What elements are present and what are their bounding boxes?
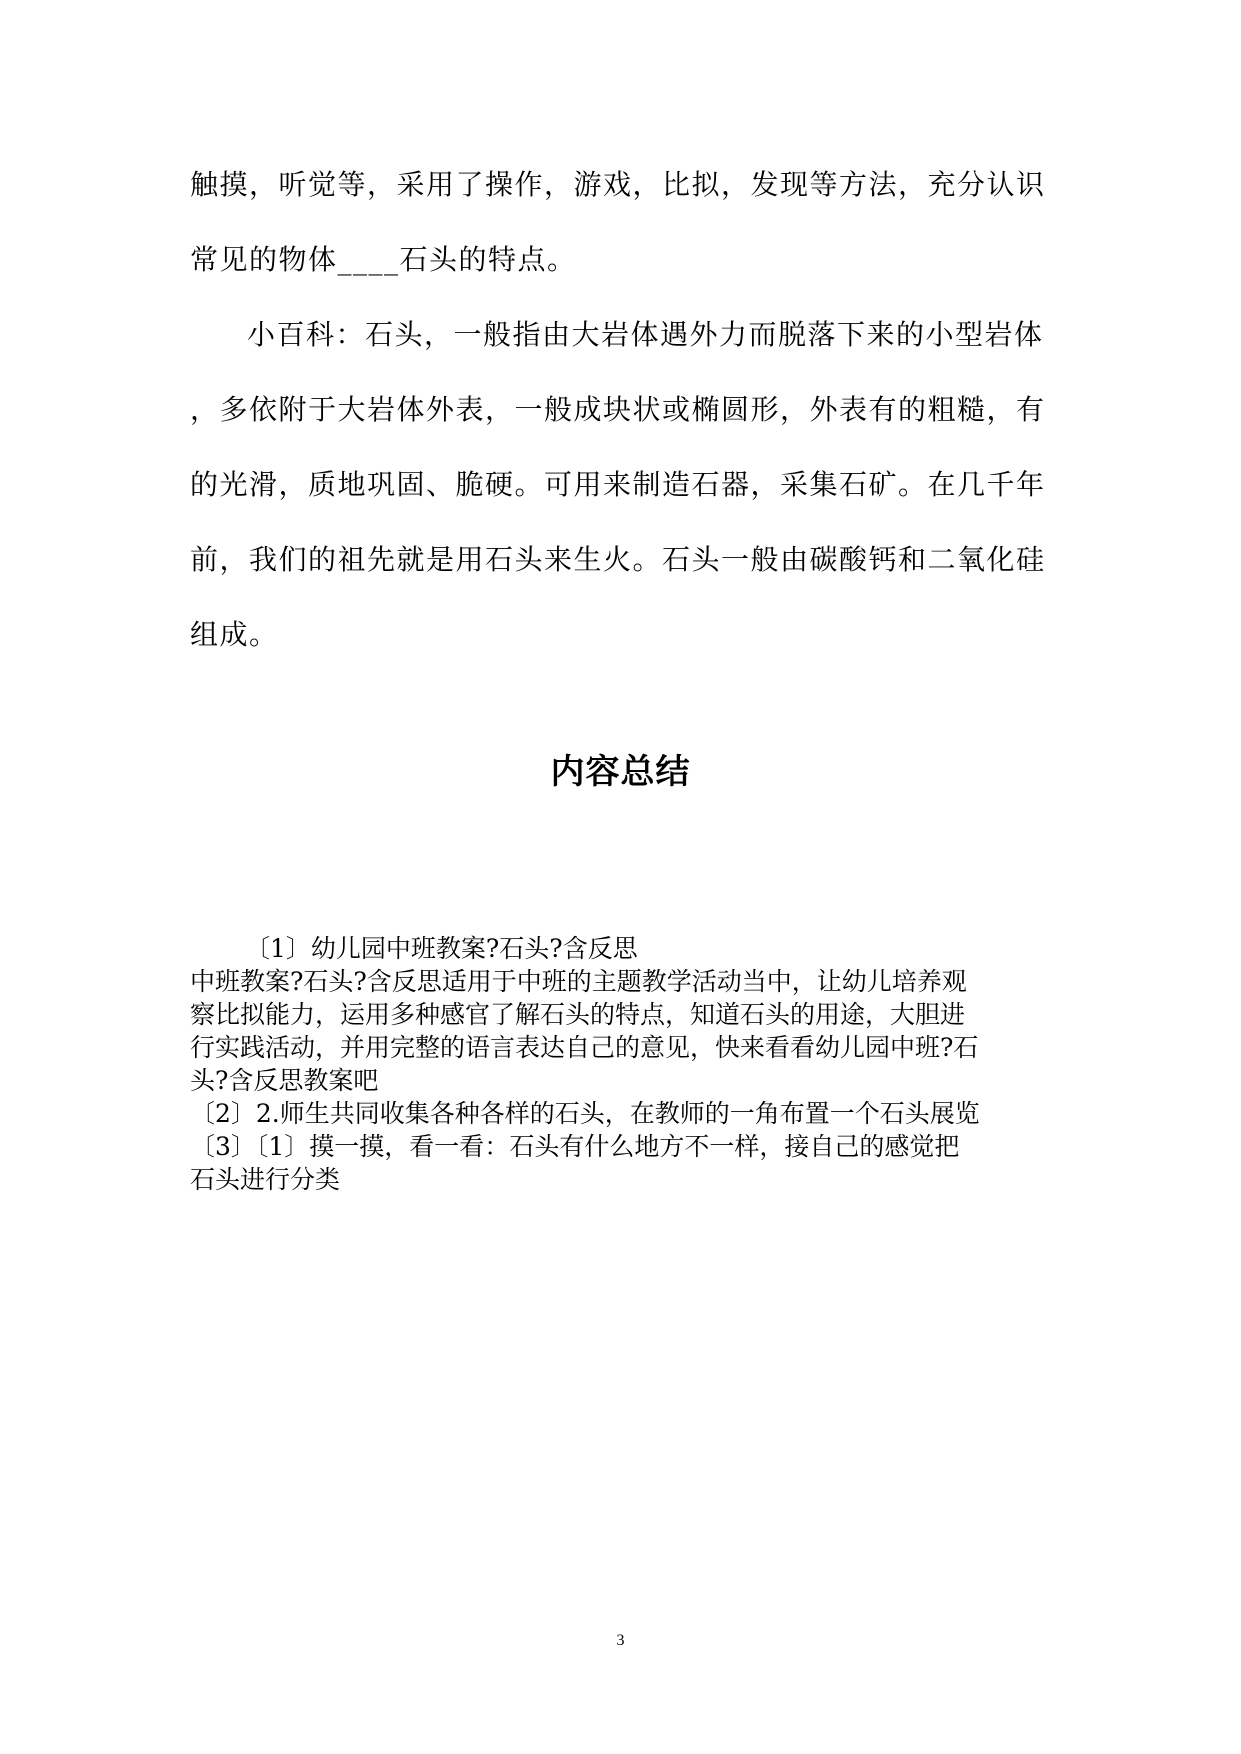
body-line: 触摸，听觉等，采用了操作，游戏，比拟，发现等方法，充分认识 <box>190 168 1046 201</box>
summary-line: 〔1〕幼儿园中班教案?石头?含反思 <box>245 934 638 963</box>
body-line: ，多依附于大岩体外表，一般成块状或椭圆形，外表有的粗糙，有 <box>190 393 1046 426</box>
summary-text <box>190 932 1040 1196</box>
body-line: 小百科：石头，一般指由大岩体遇外力而脱落下来的小型岩体 <box>247 318 1044 351</box>
summary-heading: 内容总结 <box>550 752 691 792</box>
summary-line: 行实践活动，并用完整的语言表达自己的意见，快来看看幼儿园中班?石 <box>190 1033 979 1062</box>
page-number: 3 <box>616 1632 625 1649</box>
summary-line: 〔2〕2.师生共同收集各种各样的石头，在教师的一角布置一个石头展览 <box>190 1099 980 1128</box>
body-text <box>190 147 1046 672</box>
body-line: 常见的物体____石头的特点。 <box>190 243 577 276</box>
summary-line: 石头进行分类 <box>190 1165 341 1194</box>
summary-line: 〔3〕〔1〕摸一摸，看一看：石头有什么地方不一样，接自己的感觉把 <box>190 1132 960 1161</box>
body-line: 的光滑，质地巩固、脆硬。可用来制造石器，采集石矿。在几千年 <box>190 468 1046 501</box>
summary-line: 中班教案?石头?含反思适用于中班的主题教学活动当中，让幼儿培养观 <box>190 967 967 996</box>
summary-line: 头?含反思教案吧 <box>190 1066 379 1095</box>
body-line: 组成。 <box>190 618 279 651</box>
body-line: 前，我们的祖先就是用石头来生火。石头一般由碳酸钙和二氧化硅 <box>190 543 1046 576</box>
summary-line: 察比拟能力，运用多种感官了解石头的特点，知道石头的用途，大胆进 <box>190 1000 966 1029</box>
